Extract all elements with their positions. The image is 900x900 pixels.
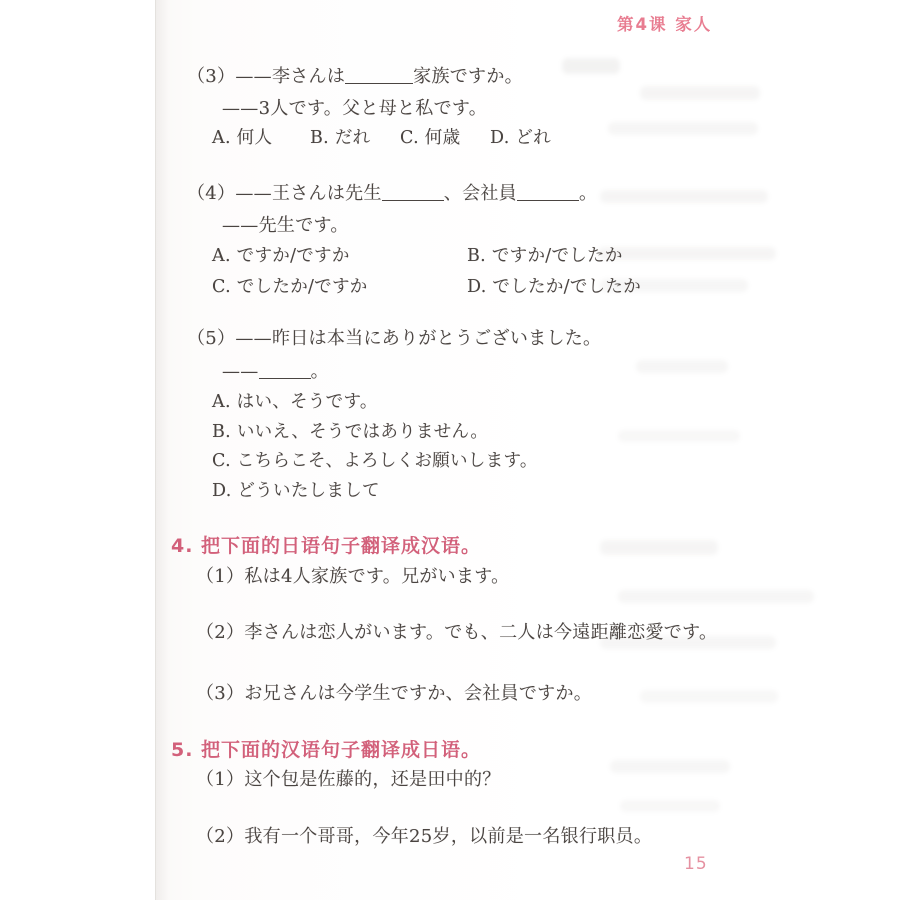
q3-option-b: B. だれ — [310, 128, 371, 148]
q3-blank-underline — [345, 79, 413, 84]
q3-question-post: 家族ですか。 — [413, 66, 523, 87]
q3-option-c: C. 何歳 — [400, 128, 461, 148]
section4-item1: （1）私は4人家族です。兄がいます。 — [196, 566, 510, 587]
q5-answer-post: 。 — [310, 361, 329, 382]
q5-option-c: C. こちらこそ、よろしくお願いします。 — [212, 451, 538, 471]
section5-item1: （1）这个包是佐藤的，还是田中的？ — [196, 769, 501, 790]
section5-heading: 5. 把下面的汉语句子翻译成日语。 — [171, 739, 482, 761]
q5-option-d: D. どういたしまして — [212, 481, 380, 501]
q4-option-a: A. ですか/ですか — [212, 246, 350, 266]
q4-option-b: B. ですか/でしたか — [467, 246, 623, 266]
q4-question-mid: 、会社員 — [443, 183, 517, 204]
lesson-header: 第4课 家人 — [617, 15, 713, 34]
q4-option-c: C. でしたか/ですか — [212, 277, 368, 297]
q3-answer-line: ——3人です。父と母と私です。 — [222, 98, 488, 119]
q4-blank-underline-1 — [382, 196, 444, 201]
section4-item3: （3）お兄さんは今学生ですか、会社員ですか。 — [196, 683, 593, 704]
q5-blank-underline — [259, 374, 311, 379]
q4-blank-underline-2 — [517, 196, 579, 201]
q5-answer-pre: —— — [222, 361, 259, 382]
page-gutter-shadow — [155, 0, 169, 900]
q3-question-pre: （3）——李さんは — [187, 66, 346, 87]
q3-option-a: A. 何人 — [212, 128, 273, 148]
q5-question-line: （5）——昨日は本当にありがとうございました。 — [187, 328, 602, 349]
q5-option-b: B. いいえ、そうではありません。 — [212, 422, 489, 442]
q4-question-pre: （4）——王さんは先生 — [187, 183, 382, 204]
q3-question-line — [187, 66, 523, 88]
q3-option-d: D. どれ — [490, 128, 552, 148]
section5-item2: （2）我有一个哥哥，今年25岁，以前是一名银行职员。 — [196, 826, 653, 847]
q4-option-d: D. でしたか/でしたか — [467, 277, 642, 297]
section4-heading: 4. 把下面的日语句子翻译成汉语。 — [171, 535, 482, 557]
q5-answer-line — [222, 361, 329, 383]
page-number: 15 — [684, 854, 708, 874]
section4-item2: （2）李さんは恋人がいます。でも、二人は今遠距離恋愛です。 — [196, 622, 718, 643]
q4-answer-line: ——先生です。 — [222, 215, 349, 236]
q5-option-a: A. はい、そうです。 — [212, 392, 378, 412]
q4-question-post: 。 — [578, 183, 598, 204]
q4-question-line — [187, 183, 597, 205]
